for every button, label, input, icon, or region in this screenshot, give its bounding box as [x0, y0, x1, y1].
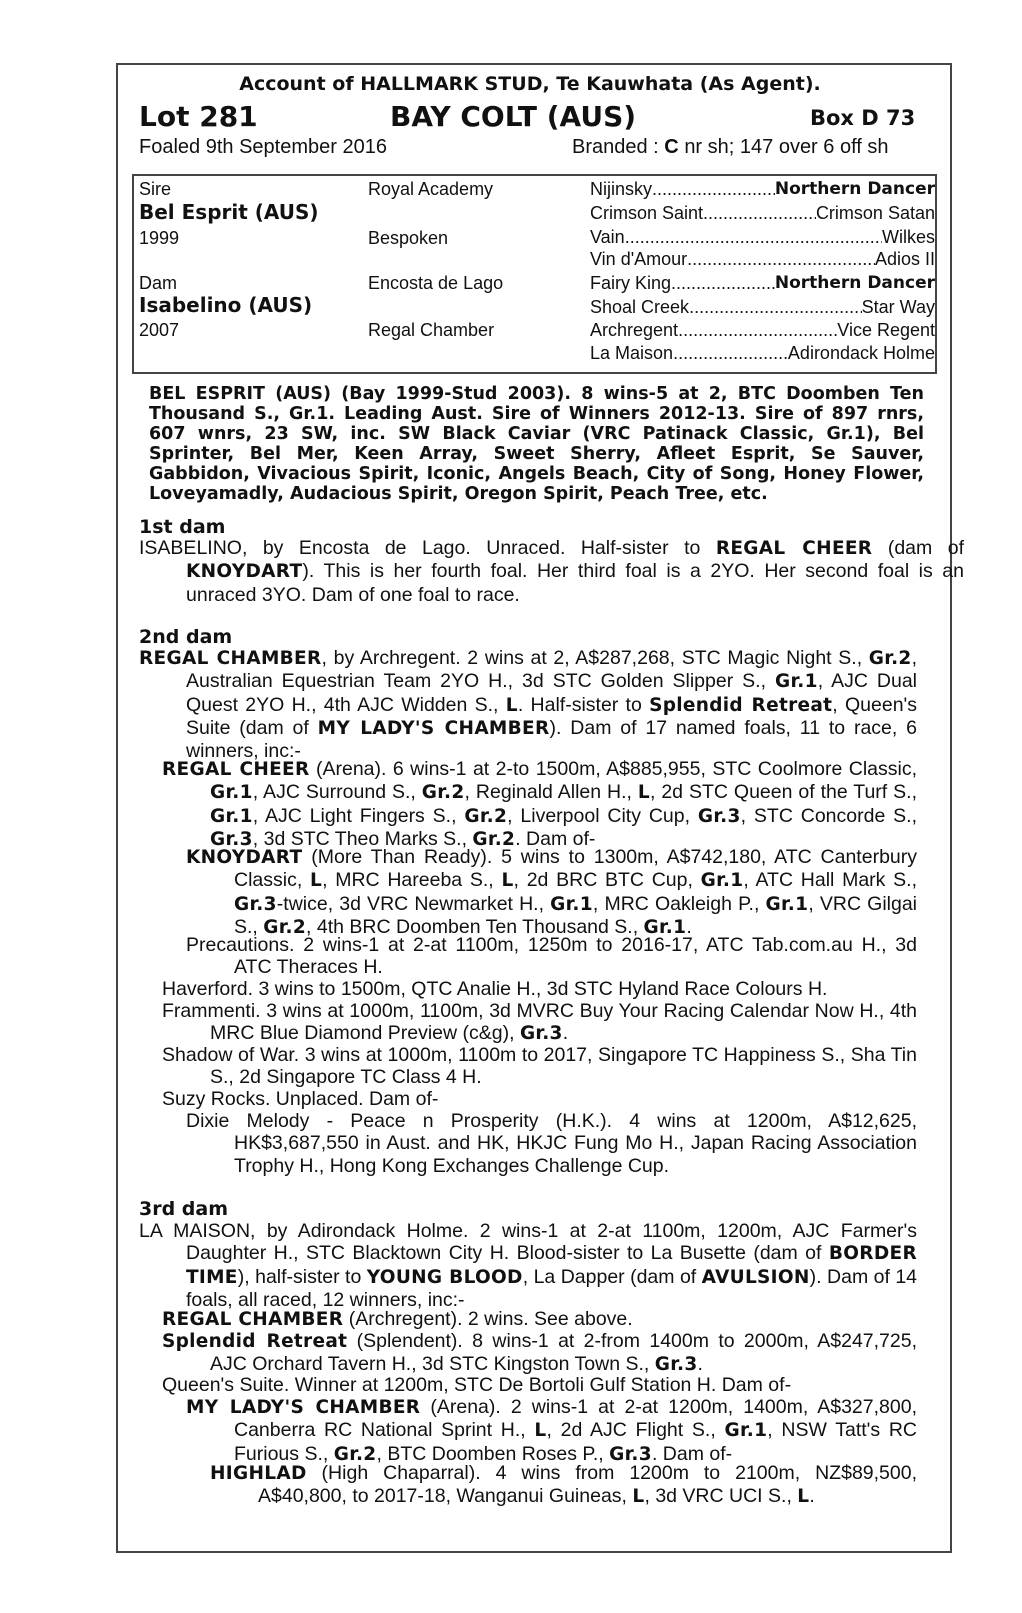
progeny-queens-suite	[162, 1374, 917, 1396]
progeny-splendid-retreat	[162, 1330, 917, 1377]
progeny-frammenti	[162, 1000, 917, 1046]
text-run: , 4th BRC Doomben Ten Thousand S.,	[306, 915, 644, 938]
bold-run: Gr.1	[550, 893, 593, 915]
leader-dots	[652, 178, 775, 200]
g3-sire: Wilkes	[882, 227, 935, 247]
text-run: (More Than Ready). 5 wins to 1300m, A$742,180, ATC Canterbury Classic,	[234, 846, 917, 892]
g3-dam: Crimson Saint	[590, 203, 704, 223]
branded-prefix: Branded :	[572, 136, 659, 158]
branded-rest: nr sh; 147 over 6 off sh	[684, 136, 889, 158]
bold-run: Gr.3	[654, 1354, 698, 1376]
foaled-date: Foaled 9th September 2016	[139, 136, 387, 158]
dam-name: Isabelino (AUS)	[139, 293, 313, 317]
sire-summary: BEL ESPRIT (AUS) (Bay 1999-Stud 2003). 8 wins-5 at 2, BTC Doomben Ten Thousand S., Gr.1. Leading Aust. Sire of Winners 2012-13. Sire of 897 rnrs, 607 wnrs, 23 SW, inc. SW Black Caviar (VRC Patinack Classic, Gr.1), Bel Sprinter, Bel Mer, Keen Array, Sweet Sherry, Afleet Esprit, Se Sauver, Gabbidon, Vivacious Spirit, Iconic, Angels Beach, City of Song, Honey Flower, Loveyamadly, Audacious Spirit, Oregon Spirit, Peach Tree, etc.	[149, 384, 924, 504]
progeny-haverford	[162, 978, 917, 1000]
bold-run: Gr.3	[519, 1023, 563, 1045]
second-dam-heading: 2nd dam	[139, 626, 233, 648]
leader-dots	[678, 319, 837, 341]
text-run: , 3d VRC UCI S.,	[644, 1485, 798, 1508]
third-dam-text	[139, 1220, 917, 1311]
progeny-highlad	[210, 1462, 917, 1509]
bold-run: Gr.1	[210, 782, 253, 804]
text-run: , ATC Hall Mark S.,	[743, 869, 917, 892]
text-run: ISABELINO, by Encosta de Lago. Unraced. Half-sister to	[139, 537, 716, 559]
bold-run: Gr.2	[333, 1443, 377, 1465]
g3-sire: Adios II	[874, 249, 935, 269]
bold-run: L	[637, 782, 650, 804]
text-run: , Queen's Suite (dam of	[186, 693, 918, 739]
g3-sire: Northern Dancer	[774, 273, 935, 293]
leader-dots	[687, 248, 875, 270]
progeny-dixie-melody	[186, 1110, 917, 1177]
box-number: Box D 73	[810, 106, 916, 130]
text-run: , Liverpool City Cup,	[507, 804, 698, 827]
text-run: , BTC Doomben Roses P.,	[376, 1442, 610, 1465]
g3-dam: Archregent	[590, 320, 679, 340]
text-run: Shadow of War. 3 wins at 1000m, 1100m to 2017, Singapore TC Happiness S., Sha Tin S., 2d Singapore TC Class 4 H.	[162, 1044, 917, 1089]
text-run: (dam of	[872, 537, 964, 559]
bold-run: AVULSION	[701, 1266, 810, 1288]
lot-number: Lot 281	[139, 100, 258, 133]
bold-run: Gr.2	[472, 828, 516, 850]
bold-run: L	[797, 1486, 810, 1508]
leader-dots	[625, 226, 882, 248]
horse-title: BAY COLT (AUS)	[390, 100, 637, 133]
sire-label: Sire	[139, 179, 172, 199]
text-run: , Australian Equestrian Team 2YO H., 3d STC Golden Slipper S.,	[186, 647, 917, 693]
text-run: (Arena). 6 wins-1 at 2-to 1500m, A$885,955, STC Coolmore Classic,	[309, 758, 918, 780]
text-run: ). Dam of 14 foals, all raced, 12 winners, inc:-	[186, 1265, 918, 1311]
pedigree-g3-row	[590, 226, 935, 248]
progeny-suzy-rocks	[162, 1088, 917, 1110]
text-run: . Dam of-	[515, 827, 596, 850]
leader-dots	[689, 296, 862, 318]
text-run: , by Archregent. 2 wins at 2, A$287,268, STC Magic Night S.,	[321, 647, 869, 669]
text-run: .	[809, 1485, 815, 1508]
bold-run: Splendid Retreat	[649, 694, 833, 716]
progeny-regal-chamber	[162, 1308, 917, 1331]
text-run: , MRC Hareeba S.,	[322, 869, 502, 892]
dam-label: Dam	[139, 273, 178, 293]
pedigree-g3-row	[590, 296, 935, 318]
second-dam-text	[139, 647, 917, 762]
progeny-regal-cheer	[162, 758, 917, 851]
text-run: , 2d AJC Flight S.,	[546, 1419, 725, 1442]
pedigree-g3-row	[590, 272, 935, 294]
leader-dots	[703, 202, 816, 224]
text-run: ). This is her fourth foal. Her third foal is a 2YO. Her second foal is an unraced 3YO. Dam of one foal to race.	[186, 560, 964, 606]
progeny-shadow-of-war	[162, 1044, 917, 1089]
text-run: . Half-sister to	[517, 693, 650, 716]
bold-run: REGAL CHAMBER	[139, 648, 322, 669]
text-run: .	[697, 1353, 703, 1376]
progeny-knoydart	[186, 846, 917, 939]
g3-dam: La Maison	[590, 343, 674, 363]
pedigree-g3-row	[590, 248, 935, 270]
bold-run: Gr.3	[609, 1443, 652, 1465]
text-run: Frammenti. 3 wins at 1000m, 1100m, 3d MVRC Buy Your Racing Calendar Now H., 4th MRC Blue Diamond Preview (c&g),	[162, 1000, 917, 1045]
text-run: Dixie Melody - Peace n Prosperity (H.K.). 4 wins at 1200m, A$12,625, HK$3,687,550 in Aust. and HK, HKJC Fung Mo H., Japan Racing Association Trophy H., Hong Kong Exchanges Challenge Cup.	[186, 1110, 917, 1177]
text-run: . Dam of-	[651, 1442, 733, 1465]
sire-name: Bel Esprit (AUS)	[139, 200, 319, 224]
text-run: (Splendent). 8 wins-1 at 2-from 1400m to 2000m, A$247,725, AJC Orchard Tavern H., 3d STC Kingston Town S.,	[210, 1330, 917, 1376]
account-line: Account of HALLMARK STUD, Te Kauwhata (As Agent).	[239, 73, 821, 95]
bold-run: Gr.1	[765, 893, 809, 915]
g3-sire: Adirondack Holme	[787, 343, 935, 363]
text-run: Queen's Suite. Winner at 1200m, STC De Bortoli Gulf Station H. Dam of-	[162, 1374, 792, 1396]
text-run: , Reginald Allen H.,	[464, 781, 638, 804]
text-run: , STC Concorde S.,	[740, 804, 917, 827]
bold-run: Gr.1	[775, 671, 818, 693]
text-run: Precautions. 2 wins-1 at 2-at 1100m, 1250m to 2016-17, ATC Tab.com.au H., 3d ATC Theraces H.	[186, 934, 917, 979]
text-run: , 2d BRC BTC Cup,	[513, 869, 701, 892]
g3-dam: Vin d'Amour	[590, 249, 688, 269]
bold-run: L	[534, 1420, 547, 1442]
third-dam-heading: 3rd dam	[139, 1198, 229, 1220]
text-run: , MRC Oakleigh P.,	[592, 892, 766, 915]
bold-run: Gr.2	[421, 782, 465, 804]
bold-run: Gr.2	[464, 805, 508, 827]
g3-dam: Shoal Creek	[590, 297, 690, 317]
text-run: , AJC Surround S.,	[252, 781, 422, 804]
text-run: , 3d STC Theo Marks S.,	[252, 827, 473, 850]
bold-run: YOUNG BLOOD	[366, 1266, 523, 1288]
first-dam-heading: 1st dam	[139, 516, 226, 538]
text-run: -twice, 3d VRC Newmarket H.,	[276, 892, 551, 915]
bold-run: Gr.1	[643, 916, 687, 938]
leader-dots	[671, 272, 775, 294]
g3-sire: Vice Regent	[837, 320, 935, 340]
text-run: LA MAISON, by Adirondack Holme. 2 wins-1 at 2-at 1100m, 1200m, AJC Farmer's Daughter H., STC Blacktown City H. Blood-sister to La Busette (dam of	[139, 1220, 917, 1265]
g3-dam: Fairy King	[590, 273, 672, 293]
text-run: , NSW Tatt's RC Furious S.,	[234, 1419, 918, 1465]
g3-dam: Nijinsky	[590, 179, 653, 199]
bold-run: HIGHLAD	[210, 1463, 307, 1484]
text-run: .	[686, 915, 692, 938]
bold-run: Gr.1	[724, 1420, 768, 1442]
bold-run: L	[632, 1486, 645, 1508]
text-run: Haverford. 3 wins to 1500m, QTC Analie H., 3d STC Hyland Race Colours H.	[162, 978, 828, 1000]
branded-line	[572, 136, 889, 159]
leader-dots	[673, 342, 788, 364]
pedigree-g3-row	[590, 202, 935, 224]
text-run: , AJC Dual Quest 2YO H., 4th AJC Widden S.,	[186, 670, 918, 716]
bold-run: REGAL CHEER	[162, 759, 310, 780]
bold-run: REGAL CHEER	[715, 538, 873, 559]
progeny-precautions	[186, 934, 917, 979]
sire-dam: Bespoken	[368, 228, 449, 248]
bold-run: Splendid Retreat	[162, 1331, 348, 1352]
bold-run: Gr.1	[210, 805, 253, 827]
pedigree-g3-row	[590, 342, 935, 364]
pedigree-g3-row	[590, 178, 935, 200]
bold-run: BORDER TIME	[186, 1243, 917, 1288]
text-run: , VRC Gilgai S.,	[234, 892, 918, 938]
text-run: (Archregent). 2 wins. See above.	[343, 1308, 633, 1330]
text-run: ). Dam of 17 named foals, 11 to race, 6 winners, inc:-	[186, 716, 917, 763]
text-run: Suzy Rocks. Unplaced. Dam of-	[162, 1088, 439, 1110]
g3-sire: Northern Dancer	[774, 179, 935, 199]
bold-run: MY LADY'S CHAMBER	[186, 1397, 421, 1418]
text-run: , La Dapper (dam of	[522, 1265, 702, 1288]
text-run: (Arena). 2 wins-1 at 2-at 1200m, 1400m, A$327,800, Canberra RC National Sprint H.,	[234, 1396, 917, 1442]
bold-run: Gr.2	[263, 916, 307, 938]
dam-sire: Encosta de Lago	[368, 273, 504, 293]
bold-run: L	[501, 870, 514, 892]
bold-run: L	[309, 870, 323, 892]
bold-run: Gr.3	[234, 893, 277, 915]
text-run: , AJC Light Fingers S.,	[252, 804, 465, 827]
text-run: , 2d STC Queen of the Turf S.,	[649, 781, 917, 804]
sire-year: 1999	[139, 228, 180, 248]
bold-run: MY LADY'S CHAMBER	[317, 717, 550, 739]
text-run: (High Chaparral). 4 wins from 1200m to 2100m, NZ$89,500, A$40,800, to 2017-18, Wanganui Guineas,	[258, 1462, 917, 1508]
pedigree-g3-row	[590, 319, 935, 341]
bold-run: KNOYDART	[186, 561, 303, 583]
first-dam-text	[139, 537, 964, 606]
bold-run: L	[505, 694, 518, 716]
dam-year: 2007	[139, 320, 180, 340]
bold-run: Gr.1	[700, 870, 744, 892]
bold-run: Gr.2	[868, 648, 912, 669]
g3-dam: Vain	[590, 227, 625, 247]
bold-run: Gr.3	[697, 805, 741, 827]
bold-run: Gr.3	[210, 828, 253, 850]
bold-run: REGAL CHAMBER	[162, 1309, 344, 1330]
dam-dam: Regal Chamber	[368, 320, 495, 340]
text-run: ), half-sister to	[237, 1265, 367, 1288]
progeny-my-ladys-chamber	[186, 1396, 917, 1466]
bold-run: KNOYDART	[186, 847, 303, 868]
sire-sire: Royal Academy	[368, 179, 494, 199]
text-run: .	[562, 1022, 569, 1045]
g3-sire: Star Way	[861, 297, 935, 317]
brand-symbol: C	[664, 136, 679, 158]
g3-sire: Crimson Satan	[815, 203, 935, 223]
